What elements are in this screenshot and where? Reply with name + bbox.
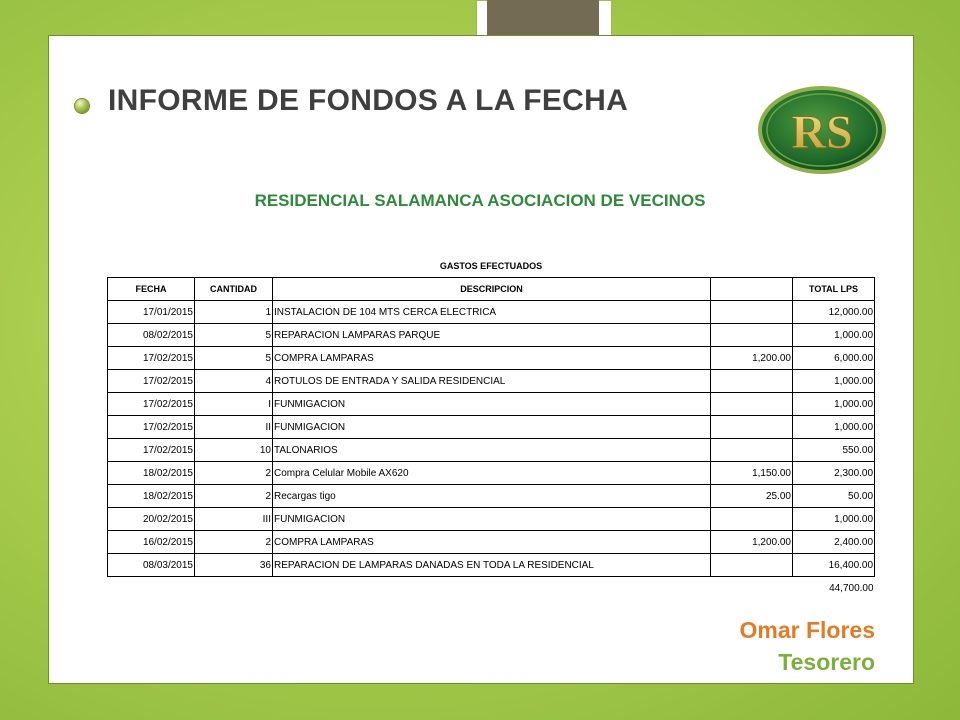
cell-unitario bbox=[711, 554, 793, 577]
cell-cantidad: 10 bbox=[195, 439, 273, 462]
column-header-total: TOTAL LPS bbox=[793, 278, 875, 301]
cell-descripcion: Compra Celular Mobile AX620 bbox=[273, 462, 711, 485]
cell-descripcion: FUNMIGACION bbox=[273, 416, 711, 439]
cell-cantidad: I bbox=[195, 393, 273, 416]
table-row bbox=[108, 393, 875, 416]
logo bbox=[752, 84, 888, 176]
table-row bbox=[108, 301, 875, 324]
cell-fecha: 17/02/2015 bbox=[108, 370, 195, 393]
cell-unitario bbox=[711, 301, 793, 324]
signatory-role: Tesorero bbox=[778, 649, 875, 675]
cell-total: 2,400.00 bbox=[793, 531, 875, 554]
table-row bbox=[108, 508, 875, 531]
cell-descripcion: REPARACION LAMPARAS PARQUE bbox=[273, 324, 711, 347]
cell-unitario: 1,150.00 bbox=[711, 462, 793, 485]
table-row bbox=[108, 370, 875, 393]
column-header-descripcion: DESCRIPCION bbox=[273, 278, 711, 301]
table-caption-row bbox=[108, 255, 875, 278]
table-row bbox=[108, 439, 875, 462]
empty-cell bbox=[195, 577, 273, 600]
cell-total: 1,000.00 bbox=[793, 508, 875, 531]
cell-fecha: 18/02/2015 bbox=[108, 462, 195, 485]
cell-total: 2,300.00 bbox=[793, 462, 875, 485]
cell-total: 1,000.00 bbox=[793, 324, 875, 347]
column-header-cantidad: CANTIDAD bbox=[195, 278, 273, 301]
cell-total: 1,000.00 bbox=[793, 393, 875, 416]
cell-fecha: 17/02/2015 bbox=[108, 439, 195, 462]
grand-total: 44,700.00 bbox=[829, 582, 874, 594]
cell-fecha: 17/02/2015 bbox=[108, 393, 195, 416]
cell-cantidad: 36 bbox=[195, 554, 273, 577]
table-row bbox=[108, 462, 875, 485]
cell-unitario: 1,200.00 bbox=[711, 347, 793, 370]
cell-total: 12,000.00 bbox=[793, 301, 875, 324]
bullet-icon bbox=[75, 99, 89, 113]
cell-descripcion: COMPRA LAMPARAS bbox=[273, 531, 711, 554]
cell-unitario bbox=[711, 508, 793, 531]
cell-fecha: 08/03/2015 bbox=[108, 554, 195, 577]
cell-cantidad: III bbox=[195, 508, 273, 531]
cell-fecha: 18/02/2015 bbox=[108, 485, 195, 508]
expenses-table bbox=[107, 255, 875, 599]
cell-cantidad: 5 bbox=[195, 347, 273, 370]
table-row bbox=[108, 485, 875, 508]
page-title: INFORME DE FONDOS A LA FECHA bbox=[108, 84, 629, 117]
column-header-fecha: FECHA bbox=[108, 278, 195, 301]
empty-cell bbox=[273, 577, 711, 600]
cell-total: 1,000.00 bbox=[793, 370, 875, 393]
cell-total: 50.00 bbox=[793, 485, 875, 508]
logo-letters: RS bbox=[791, 106, 853, 159]
cell-descripcion: Recargas tigo bbox=[273, 485, 711, 508]
association-name: RESIDENCIAL SALAMANCA ASOCIACION DE VECINOS bbox=[254, 191, 706, 210]
table-row bbox=[108, 324, 875, 347]
empty-cell bbox=[108, 577, 195, 600]
cell-cantidad: 2 bbox=[195, 531, 273, 554]
cell-descripcion: FUNMIGACION bbox=[273, 508, 711, 531]
cell-cantidad: 5 bbox=[195, 324, 273, 347]
cell-total: 16,400.00 bbox=[793, 554, 875, 577]
table-row bbox=[108, 416, 875, 439]
cell-descripcion: COMPRA LAMPARAS bbox=[273, 347, 711, 370]
cell-fecha: 16/02/2015 bbox=[108, 531, 195, 554]
cell-cantidad: 2 bbox=[195, 462, 273, 485]
cell-fecha: 08/02/2015 bbox=[108, 324, 195, 347]
cell-cantidad: 2 bbox=[195, 485, 273, 508]
cell-descripcion: TALONARIOS bbox=[273, 439, 711, 462]
cell-total: 6,000.00 bbox=[793, 347, 875, 370]
cell-cantidad: 1 bbox=[195, 301, 273, 324]
cell-descripcion: ROTULOS DE ENTRADA Y SALIDA RESIDENCIAL bbox=[273, 370, 711, 393]
cell-total: 550.00 bbox=[793, 439, 875, 462]
table-header-row bbox=[108, 278, 875, 301]
cell-fecha: 17/01/2015 bbox=[108, 301, 195, 324]
column-header-unitario bbox=[711, 278, 793, 301]
cell-unitario: 25.00 bbox=[711, 485, 793, 508]
table-row bbox=[108, 531, 875, 554]
cell-cantidad: II bbox=[195, 416, 273, 439]
cell-unitario bbox=[711, 393, 793, 416]
table-row bbox=[108, 554, 875, 577]
cell-unitario: 1,200.00 bbox=[711, 531, 793, 554]
cell-cantidad: 4 bbox=[195, 370, 273, 393]
cell-unitario bbox=[711, 416, 793, 439]
grand-total-row bbox=[108, 577, 875, 600]
cell-descripcion: REPARACION DE LAMPARAS DANADAS EN TODA LA RESIDENCIAL bbox=[273, 554, 711, 577]
table-row bbox=[108, 347, 875, 370]
table-caption: GASTOS EFECTUADOS bbox=[439, 261, 543, 271]
signatory-name: Omar Flores bbox=[739, 617, 875, 643]
cell-descripcion: FUNMIGACION bbox=[273, 393, 711, 416]
cell-unitario bbox=[711, 324, 793, 347]
cell-fecha: 20/02/2015 bbox=[108, 508, 195, 531]
cell-descripcion: INSTALACION DE 104 MTS CERCA ELECTRICA bbox=[273, 301, 711, 324]
empty-cell bbox=[711, 577, 793, 600]
cell-unitario bbox=[711, 370, 793, 393]
cell-unitario bbox=[711, 439, 793, 462]
cell-fecha: 17/02/2015 bbox=[108, 416, 195, 439]
cell-fecha: 17/02/2015 bbox=[108, 347, 195, 370]
cell-total: 1,000.00 bbox=[793, 416, 875, 439]
